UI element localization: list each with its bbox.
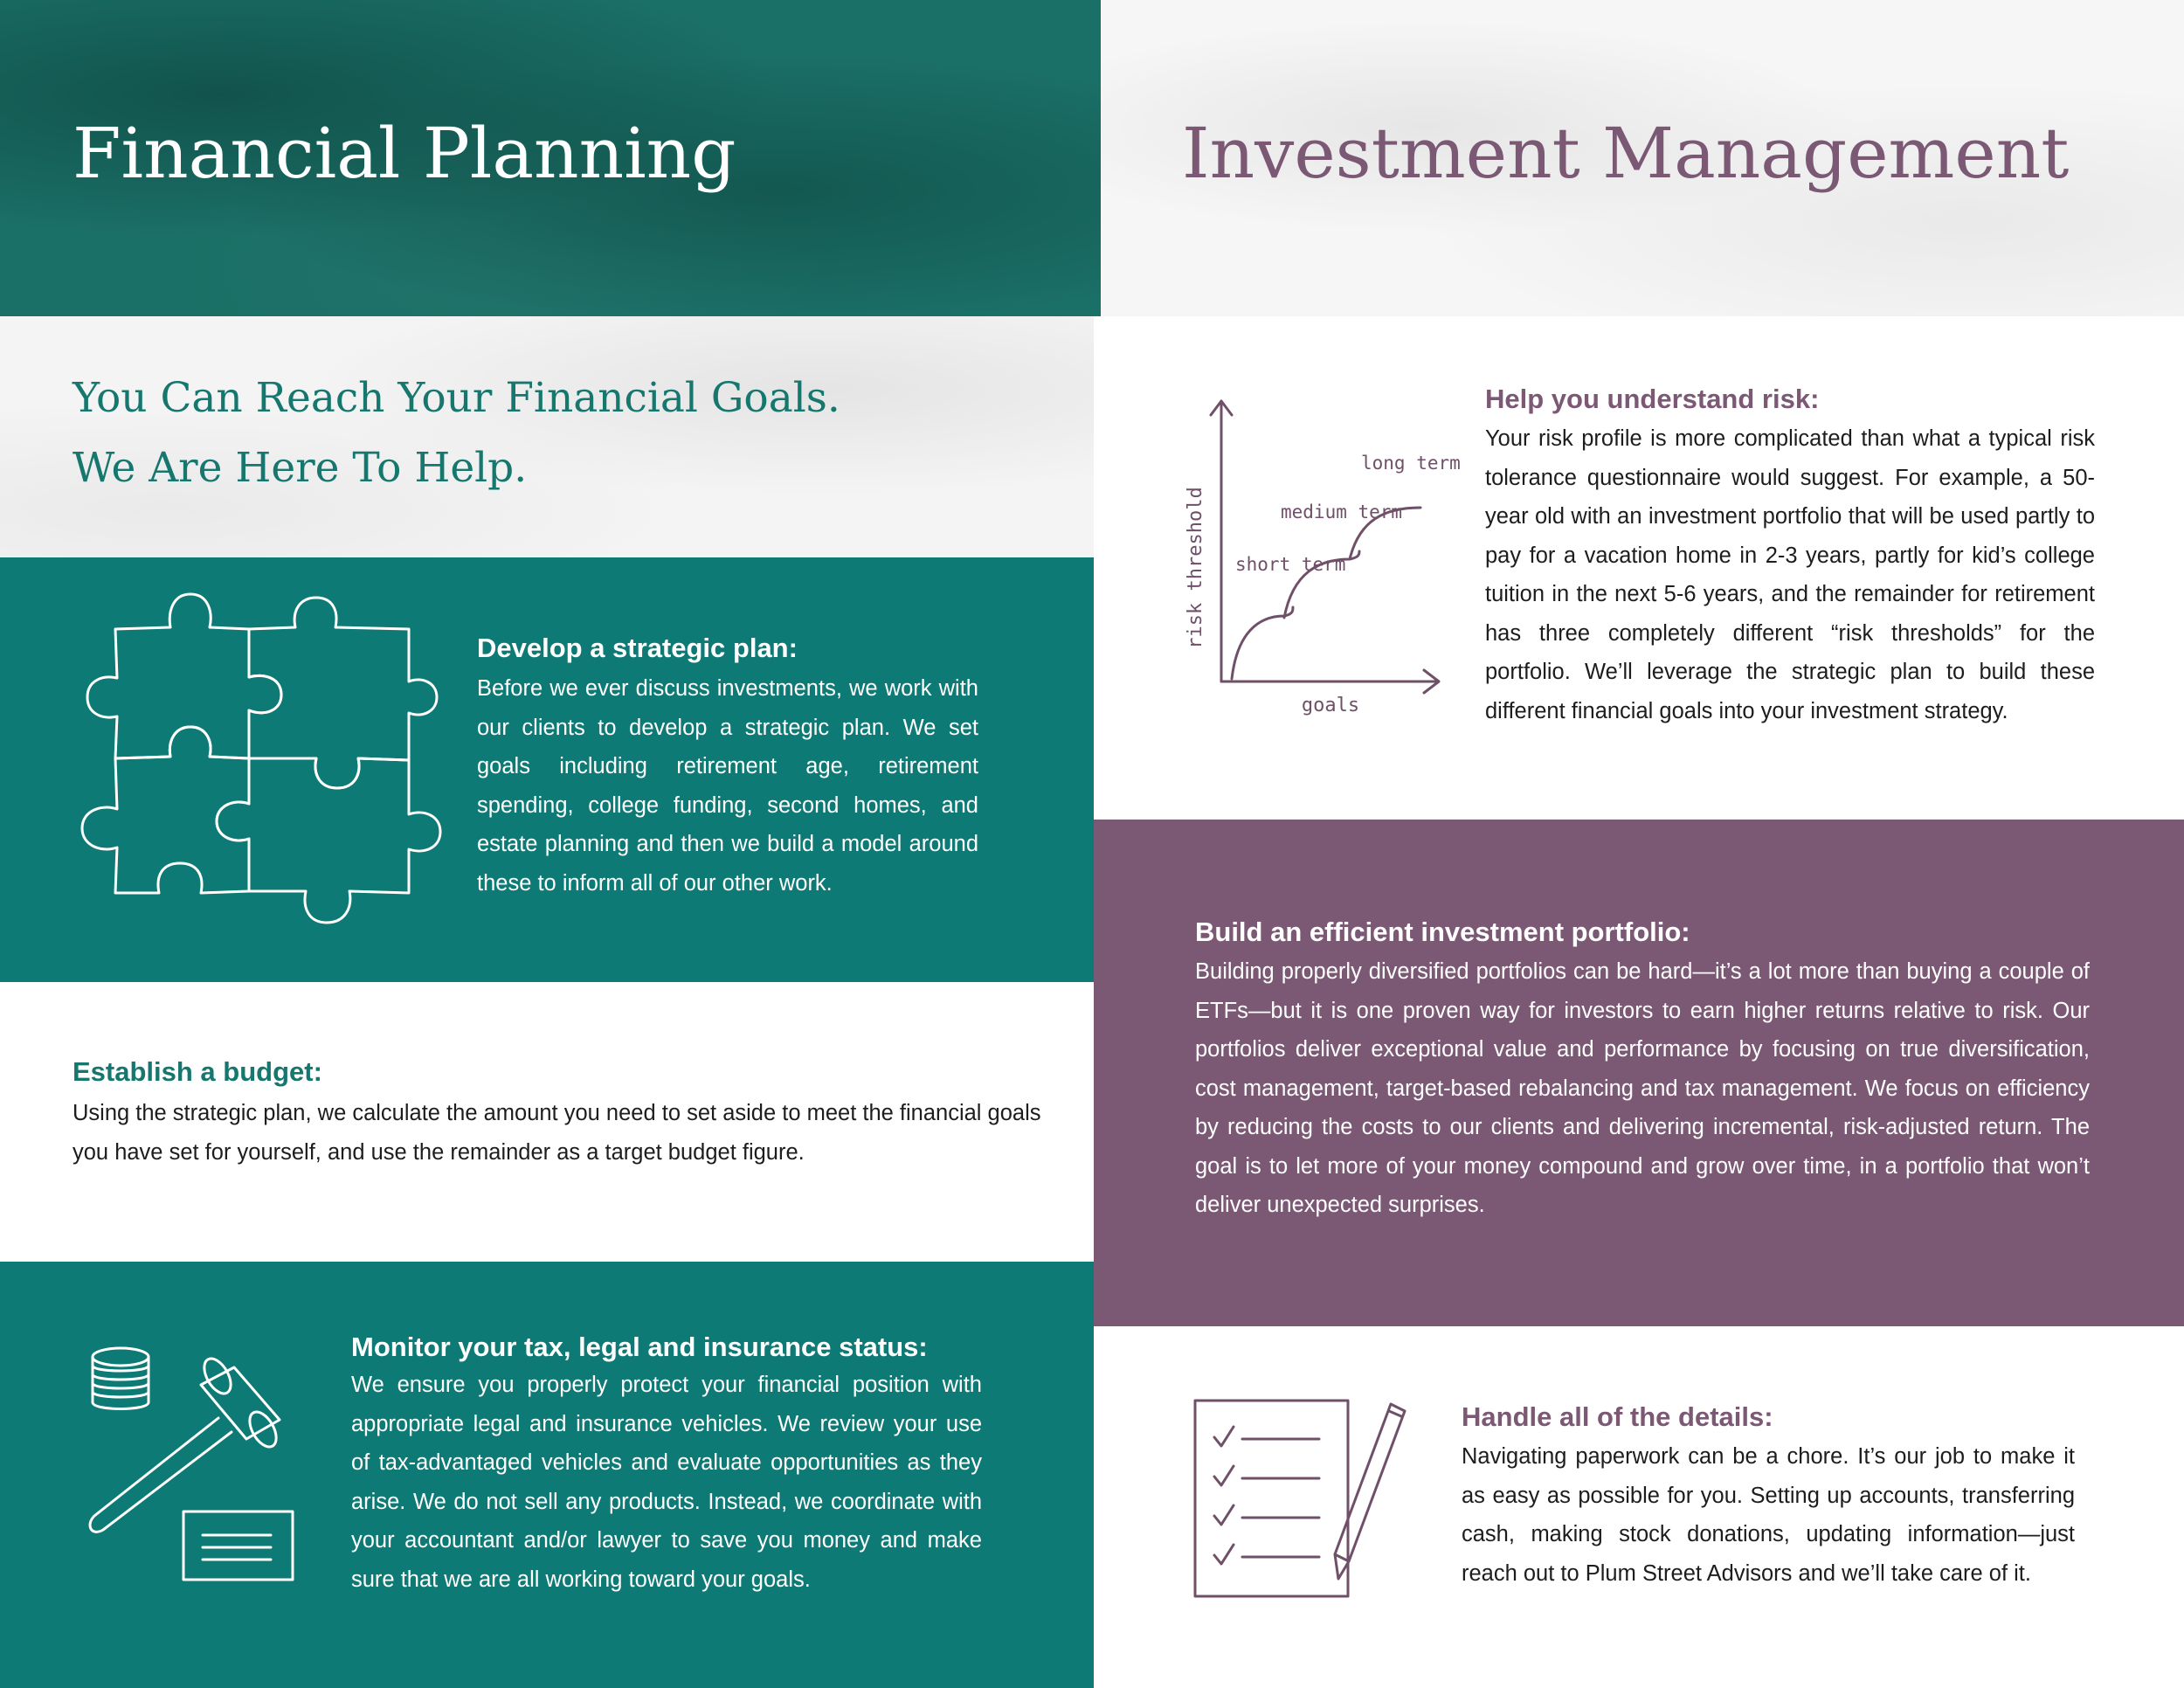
- details-heading: Handle all of the details:: [1462, 1401, 1773, 1432]
- portfolio-body: Building properly diversified portfolios can be hard—it’s a lot more than buying a couple of ETFs—but it is one proven way for investors to earn higher returns relative to risk. Our portfolios deliver exceptional value and performance by focusing on true diversification, cost management, target-based rebalancing and tax management. We focus on efficiency by reducing the costs to our clients and delivering incremental, risk-adjusted return. The goal is to let more of your money compound and grow over time, in a portfolio that won’t deliver unexpected surprises.: [1195, 959, 2090, 1217]
- short-term-label: short term: [1235, 554, 1346, 575]
- y-axis-label: risk threshold: [1185, 487, 1206, 649]
- budget-body: Using the strategic plan, we calculate the amount you need to set aside to meet the financial goals you have set for yourself, and use the remainder as a target budget figure.: [73, 1101, 1041, 1165]
- long-term-label: long term: [1361, 453, 1461, 474]
- portfolio-heading: Build an efficient investment portfolio:: [1195, 917, 1690, 947]
- checklist-icon: [1188, 1394, 1415, 1603]
- monitor-heading: Monitor your tax, legal and insurance status:: [351, 1332, 928, 1362]
- x-axis-label: goals: [1301, 695, 1360, 716]
- tagline-line-2: We Are Here To Help.: [73, 444, 528, 492]
- gavel-icon: [79, 1341, 306, 1586]
- strategic-plan-body: Before we ever discuss investments, we work with our clients to develop a strategic plan. We set goals including retirement age, retirement spending, college funding, second homes, and estate planning and then we build a model around these to inform all of our other work.: [477, 676, 978, 896]
- tagline-line-1: You Can Reach Your Financial Goals.: [73, 374, 840, 422]
- risk-body: Your risk profile is more complicated than what a typical risk tolerance questionnaire would suggest. For example, a 50-year old with an investment portfolio that will be used partly to pay for a vacation home in 2-3 years, partly for kid’s college tuition in the next 5-6 years, and the remainder for retirement has three completely different “risk thresholds” for the portfolio. We’ll leverage the strategic plan to build these different financial goals into your investment strategy.: [1485, 426, 2095, 723]
- risk-heading: Help you understand risk:: [1485, 384, 1820, 414]
- tagline-bg: [0, 316, 1094, 557]
- monitor-body: We ensure you properly protect your financial position with appropriate legal and insurance vehicles. We review your use of tax-advantaged vehicles and evaluate opportunities as they arise. We do not sell any products. Instead, we coordinate with your accountant and/or lawyer to save you money and make sure that we are all working toward your goals.: [351, 1373, 982, 1592]
- puzzle-icon: [70, 585, 428, 944]
- investment-management-title: Investment Management: [1182, 113, 2070, 194]
- financial-planning-title: Financial Planning: [73, 113, 736, 194]
- medium-term-label: medium term: [1281, 502, 1403, 522]
- budget-heading: Establish a budget:: [73, 1056, 322, 1087]
- details-body: Navigating paperwork can be a chore. It’s our job to make it as easy as possible for you. Setting up accounts, transferring cash, making stock donations, updating information—just reach out to Plum Street Advisors and we’ll take care of it.: [1462, 1444, 2075, 1586]
- risk-diagram: [1162, 389, 1461, 725]
- strategic-plan-heading: Develop a strategic plan:: [477, 633, 798, 663]
